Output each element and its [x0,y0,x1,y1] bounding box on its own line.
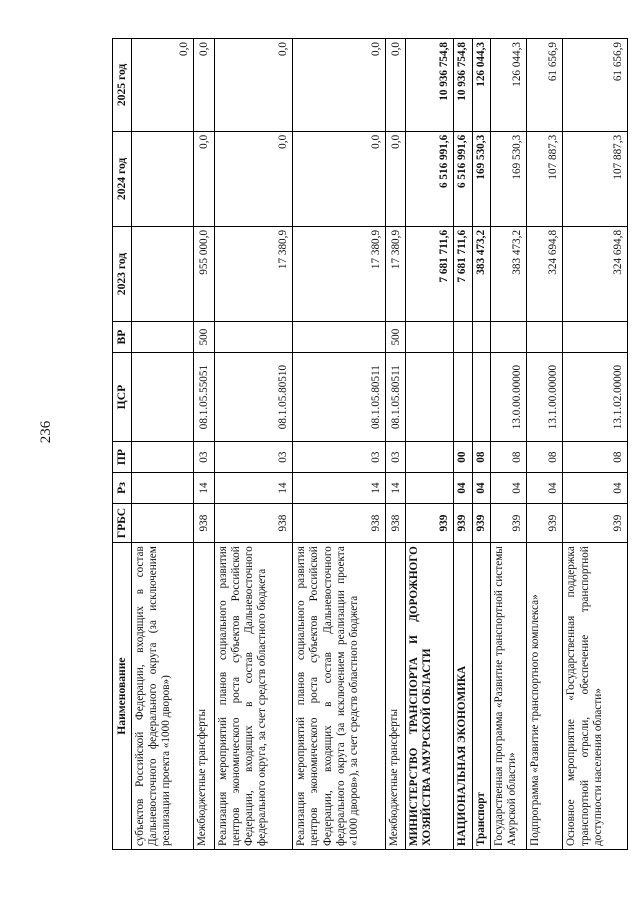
row-pr [132,442,194,473]
header-vr: ВР [113,322,132,353]
table-row [385,39,405,850]
header-2023: 2023 год [113,226,132,321]
row-csr: 13.1.02.00000 [563,352,628,441]
row-pr: 00 [454,442,472,473]
row-pr: 03 [214,442,293,473]
row-name: Транспорт [472,543,490,850]
row-grbs [132,503,194,542]
row-rz: 14 [385,473,405,504]
table-row [194,39,214,850]
row-2025: 10 936 754,8 [454,39,472,132]
row-rz: 14 [214,473,293,504]
row-vr [490,322,526,353]
row-2025: 0,0 [385,39,405,132]
table-row [405,39,453,850]
row-rz: 04 [527,473,563,504]
row-vr [472,322,490,353]
row-name: Межбюджетные трансферты [385,543,405,850]
row-name: Основное мероприятие «Государственная поддержка транспортной отрасли, обеспечение транспортной доступности населения области» [563,543,628,850]
row-rz: 04 [472,473,490,504]
row-2024: 169 530,3 [472,131,490,226]
row-csr [405,352,453,441]
row-2023: 17 380,9 [385,226,405,321]
row-grbs: 939 [405,503,453,542]
table-row [490,39,526,850]
header-grbs: ГРБС [113,503,132,542]
row-pr: 08 [527,442,563,473]
row-pr: 08 [563,442,628,473]
row-2023: 17 380,9 [214,226,293,321]
row-2023 [132,226,194,321]
row-rz [132,473,194,504]
row-grbs: 938 [293,503,386,542]
row-2025: 0,0 [194,39,214,132]
row-rz: 04 [563,473,628,504]
row-2024: 0,0 [194,131,214,226]
row-grbs: 939 [454,503,472,542]
row-name: Подпрограмма «Развитие транспортного комплекса» [527,543,563,850]
row-grbs: 939 [472,503,490,542]
row-rz: 14 [293,473,386,504]
row-2024: 6 516 991,6 [454,131,472,226]
row-2025: 126 044,3 [490,39,526,132]
table-row [563,39,628,850]
row-2023: 17 380,9 [293,226,386,321]
row-pr: 03 [293,442,386,473]
header-pr: ПР [113,442,132,473]
row-2023: 383 473,2 [472,226,490,321]
row-pr: 08 [490,442,526,473]
row-2023: 324 694,8 [563,226,628,321]
row-2023: 955 000,0 [194,226,214,321]
header-csr: ЦСР [113,352,132,441]
row-2025: 10 936 754,8 [405,39,453,132]
row-rz [405,473,453,504]
header-rz: Рз [113,473,132,504]
row-csr [132,352,194,441]
row-2024: 169 530,3 [490,131,526,226]
row-2024: 0,0 [214,131,293,226]
table-body [132,39,628,850]
row-2023: 324 694,8 [527,226,563,321]
header-2025: 2025 год [113,39,132,132]
row-vr [563,322,628,353]
table-row [214,39,293,850]
row-grbs: 939 [563,503,628,542]
row-2025: 0,0 [132,39,194,132]
row-2024: 107 887,3 [563,131,628,226]
row-name: Государственная программа «Развитие транспортной системы Амурской области» [490,543,526,850]
row-grbs: 938 [214,503,293,542]
row-2024: 107 887,3 [527,131,563,226]
row-2025: 126 044,3 [472,39,490,132]
row-pr: 03 [385,442,405,473]
row-grbs: 938 [385,503,405,542]
row-vr: 500 [385,322,405,353]
row-2024: 0,0 [293,131,386,226]
row-name: МИНИСТЕРСТВО ТРАНСПОРТА И ДОРОЖНОГО ХОЗЯЙСТВА АМУРСКОЙ ОБЛАСТИ [405,543,453,850]
row-pr: 08 [472,442,490,473]
row-2024: 0,0 [385,131,405,226]
row-csr [454,352,472,441]
row-pr: 03 [194,442,214,473]
table-row [527,39,563,850]
row-vr: 500 [194,322,214,353]
table-row [293,39,386,850]
row-csr: 13.1.00.00000 [527,352,563,441]
row-2023: 383 473,2 [490,226,526,321]
row-name: НАЦИОНАЛЬНАЯ ЭКОНОМИКА [454,543,472,850]
row-2025: 0,0 [293,39,386,132]
row-grbs: 938 [194,503,214,542]
row-csr: 08.1.05.55051 [194,352,214,441]
row-2024: 6 516 991,6 [405,131,453,226]
row-grbs: 939 [490,503,526,542]
row-name: Реализация мероприятий планов социального развития центров экономического роста субъектов Российской Федерации, входящих в состав Дальневосточного федерального округа (за исключением реализации проекта «1000 дворов»), за счет средств областного бюджета [293,543,386,850]
row-csr: 08.1.05.80511 [385,352,405,441]
header-name: Наименование [113,543,132,850]
row-rz: 04 [490,473,526,504]
row-csr: 08.1.05.80510 [214,352,293,441]
row-csr [472,352,490,441]
row-csr: 08.1.05.80511 [293,352,386,441]
row-csr: 13.0.00.00000 [490,352,526,441]
row-2023: 7 681 711,6 [454,226,472,321]
budget-table [112,38,628,850]
budget-table-wrapper [112,38,628,850]
page-number: 236 [38,420,54,444]
row-2025: 61 656,9 [527,39,563,132]
row-2025: 0,0 [214,39,293,132]
table-row [472,39,490,850]
row-name: Реализация мероприятий планов социального развития центров экономического роста субъектов Российской Федерации, входящих в состав Дальневосточного федерального округа, за счет средств областного бюджета [214,543,293,850]
table-row [132,39,194,850]
row-2024 [132,131,194,226]
row-rz: 14 [194,473,214,504]
row-pr [405,442,453,473]
row-name: субъектов Российской Федерации, входящих в состав Дальневосточного федерального округа (за исключением реализации проекта «1000 дворов») [132,543,194,850]
header-2024: 2024 год [113,131,132,226]
row-vr [527,322,563,353]
header-row [113,39,132,850]
row-rz: 04 [454,473,472,504]
row-name: Межбюджетные трансферты [194,543,214,850]
row-vr [293,322,386,353]
row-vr [214,322,293,353]
row-vr [132,322,194,353]
table-row [454,39,472,850]
row-2023: 7 681 711,6 [405,226,453,321]
row-grbs: 939 [527,503,563,542]
row-2025: 61 656,9 [563,39,628,132]
row-vr [405,322,453,353]
row-vr [454,322,472,353]
